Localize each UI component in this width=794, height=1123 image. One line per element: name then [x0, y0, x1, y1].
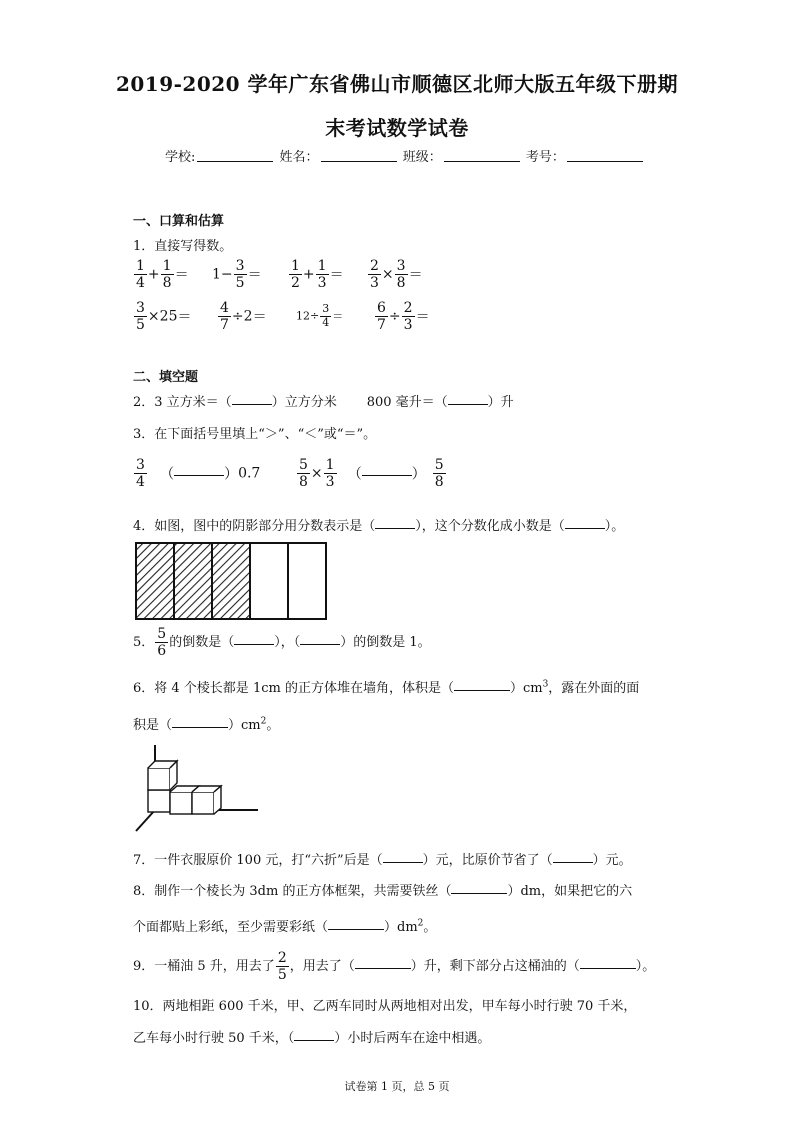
- calc-1: $\frac{1}{4}$ + $\frac{1}{8}$ ＝: [136, 258, 189, 292]
- answer-blank[interactable]: [355, 957, 411, 969]
- cube: [192, 792, 214, 814]
- calc-6: $\frac{4}{7}$ ÷2＝: [220, 300, 267, 334]
- q1-label: 1．直接写得数。: [133, 239, 233, 254]
- exam-title-line1: 2019-2020 学年广东省佛山市顺德区北师大版五年级下册期: [115, 72, 679, 96]
- answer-blank[interactable]: [234, 633, 274, 645]
- class-field[interactable]: [444, 148, 520, 162]
- exam-no-field[interactable]: [567, 148, 643, 162]
- section1-heading: 一、口算和估算: [133, 214, 225, 229]
- shaded-cell: [174, 543, 212, 619]
- cube-corner-figure: [133, 742, 263, 834]
- fraction: $\frac{5}{8}$: [434, 457, 444, 491]
- q8-line1: 8．制作一个棱长为 3dm 的正方体框架，共需要铁丝（ ）dm，如果把它的六: [133, 884, 633, 899]
- fraction: $\frac{3}{5}$: [235, 258, 245, 292]
- fraction: $\frac{6}{7}$: [377, 300, 386, 334]
- q4: 4．如图，图中的阴影部分用分数表示是（ ），这个分数化成小数是（ ）。: [133, 519, 625, 534]
- class-label: 班级：: [402, 150, 442, 165]
- fraction: $\frac{1}{3}$: [325, 457, 335, 491]
- shaded-cell: [212, 543, 250, 619]
- cube: [170, 792, 192, 814]
- cube: [148, 768, 170, 790]
- fraction: $\frac{3}{8}$: [396, 258, 406, 292]
- shaded-strip-figure: [135, 542, 327, 620]
- answer-blank[interactable]: [580, 957, 636, 969]
- answer-blank[interactable]: [565, 517, 605, 529]
- name-field[interactable]: [321, 148, 397, 162]
- fraction: $\frac{3}{5}$: [136, 300, 145, 334]
- answer-blank[interactable]: [553, 851, 593, 863]
- student-info-row: [165, 146, 645, 165]
- fraction: $\frac{1}{2}$: [291, 258, 300, 292]
- q5: 5． $\frac{5}{6}$ 的倒数是（ ），（ ）的倒数是 1。: [133, 626, 431, 660]
- cube: [148, 790, 170, 812]
- name-label: 姓名：: [279, 150, 319, 165]
- school-field[interactable]: [197, 148, 273, 162]
- calc-7: 12÷ $\frac{3}{4}$ ＝: [296, 302, 344, 329]
- answer-blank[interactable]: [448, 393, 488, 405]
- fraction: $\frac{5}{6}$: [157, 626, 167, 660]
- cube-side: [214, 786, 221, 814]
- answer-blank[interactable]: [375, 517, 415, 529]
- answer-blank[interactable]: [451, 882, 507, 894]
- school-label: 学校:: [165, 150, 196, 165]
- calc-8: $\frac{6}{7}$ ÷ $\frac{2}{3}$ ＝: [377, 300, 430, 334]
- q3-text: 3．在下面括号里填上“＞”、“＜”或“＝”。: [133, 427, 377, 442]
- calc-3: $\frac{1}{2}$ + $\frac{1}{3}$ ＝: [291, 258, 344, 292]
- fraction: $\frac{3}{4}$: [136, 457, 145, 491]
- section2-heading: 二、填空题: [133, 370, 199, 385]
- exam-title-line2: 末考试数学试卷: [325, 116, 469, 140]
- q10-line2: 乙车每小时行驶 50 千米，（ ）小时后两车在途中相遇。: [133, 1031, 491, 1046]
- q3-compare-a: $\frac{3}{4}$ （ ）0.7: [136, 457, 261, 491]
- shaded-cell: [136, 543, 174, 619]
- q6-line2: 积是（ ）$cm^2$。: [133, 716, 280, 733]
- answer-blank[interactable]: [294, 1029, 334, 1041]
- answer-blank[interactable]: [454, 679, 510, 691]
- fraction: $\frac{1}{3}$: [317, 258, 327, 292]
- q6-line1: 6．将 4 个棱长都是 1cm 的正方体堆在墙角，体积是（ ）$cm^3$，露在外面的面: [133, 679, 640, 696]
- fraction: $\frac{2}{3}$: [403, 300, 413, 334]
- calc-2: 1− $\frac{3}{5}$ ＝: [212, 258, 262, 292]
- q3-compare-b: $\frac{5}{8}$ × $\frac{1}{3}$ （ ） $\frac{5}{8}$: [299, 457, 444, 491]
- answer-blank[interactable]: [362, 464, 412, 476]
- q7: 7．一件衣服原价 100 元，打“六折”后是（ ）元，比原价节省了（ ）元。: [133, 853, 632, 868]
- fraction: $\frac{1}{8}$: [162, 258, 172, 292]
- answer-blank[interactable]: [328, 918, 384, 930]
- calc-4: $\frac{2}{3}$ × $\frac{3}{8}$ ＝: [370, 258, 423, 292]
- answer-blank[interactable]: [174, 464, 224, 476]
- fraction: $\frac{3}{4}$: [322, 302, 330, 329]
- fraction: $\frac{2}{5}$: [277, 950, 287, 984]
- q2: 2．3 立方米＝（ ）立方分米 800 毫升＝（ ）升: [133, 395, 514, 410]
- unshaded-cell: [288, 543, 326, 619]
- unshaded-cell: [250, 543, 288, 619]
- corner-edge: [136, 810, 155, 831]
- fraction: $\frac{4}{7}$: [220, 300, 229, 334]
- fraction: $\frac{2}{3}$: [370, 258, 379, 292]
- exam-no-label: 考号：: [525, 150, 565, 165]
- q10-line1: 10．两地相距 600 千米，甲、乙两车同时从两地相对出发，甲车每小时行驶 70 千米，: [133, 999, 637, 1014]
- q9: 9．一桶油 5 升，用去了 $\frac{2}{5}$ ，用去了（ ）升，剩下部分占这桶油的（ ）。: [133, 950, 656, 984]
- fraction: $\frac{1}{4}$: [136, 258, 145, 292]
- answer-blank[interactable]: [300, 633, 340, 645]
- answer-blank[interactable]: [232, 393, 272, 405]
- answer-blank[interactable]: [383, 851, 423, 863]
- q8-line2: 个面都贴上彩纸，至少需要彩纸（ ）$dm^2$。: [133, 918, 437, 935]
- fraction: $\frac{5}{8}$: [299, 457, 308, 491]
- page-footer: 试卷第 1 页，总 5 页: [344, 1080, 450, 1093]
- calc-5: $\frac{3}{5}$ ×25＝: [136, 300, 192, 334]
- answer-blank[interactable]: [172, 716, 228, 728]
